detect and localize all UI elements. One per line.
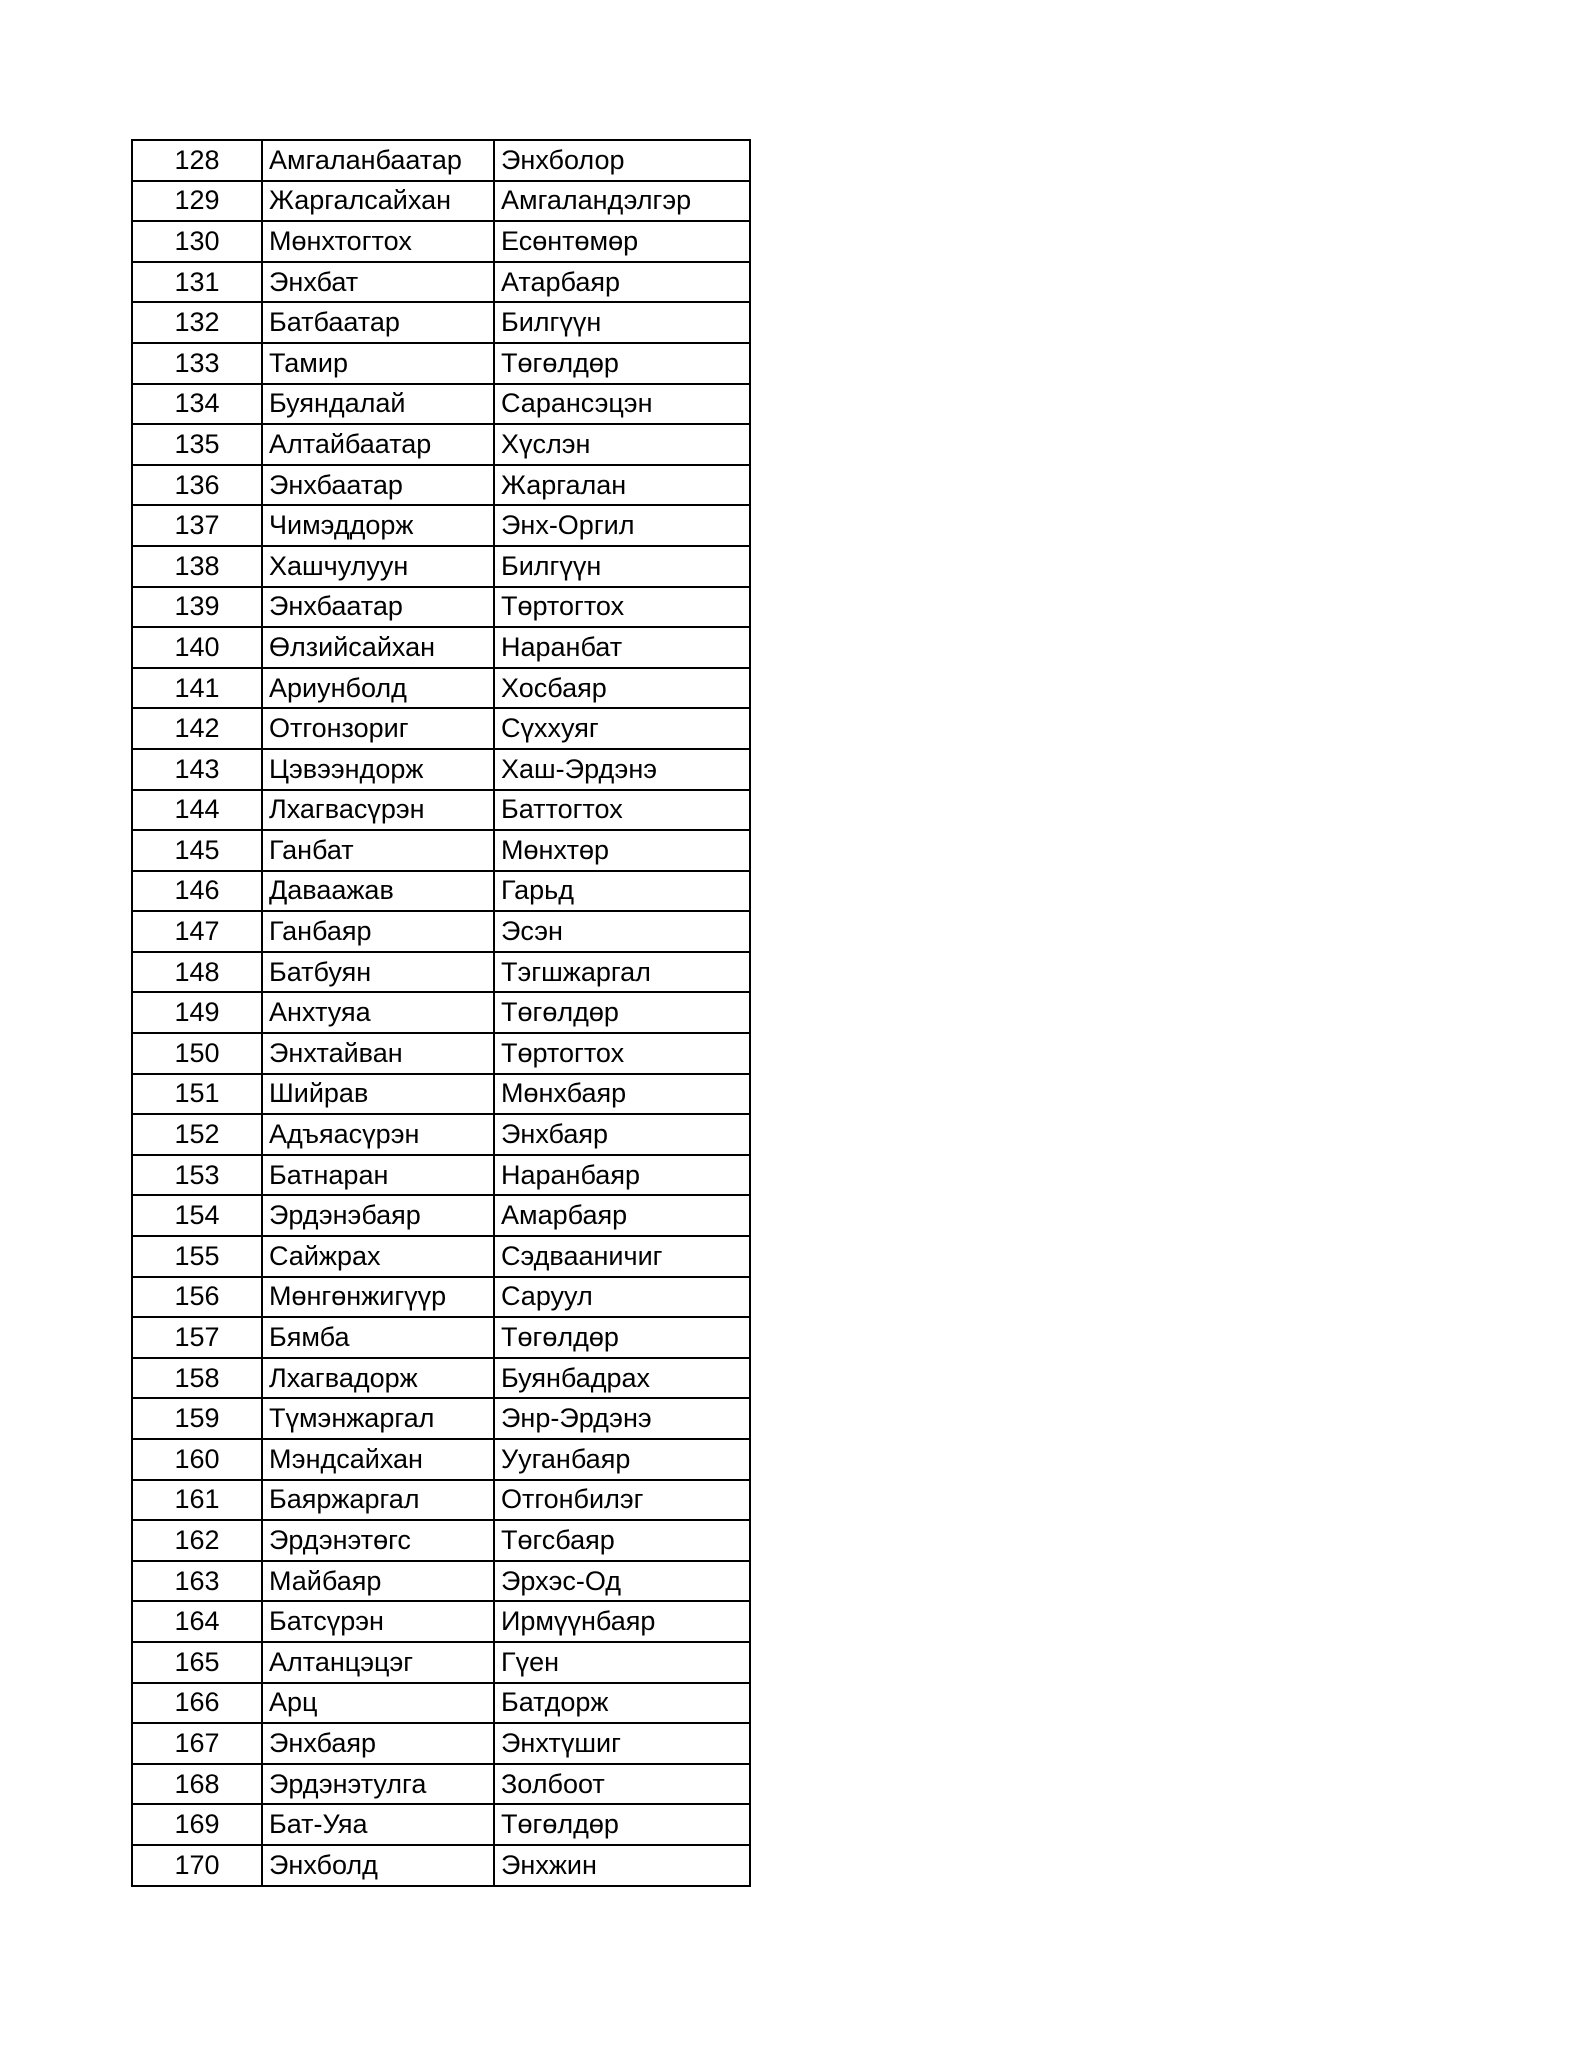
second-name-cell: Төгөлдөр bbox=[494, 343, 750, 384]
second-name-cell: Энхболор bbox=[494, 140, 750, 181]
row-number-cell: 136 bbox=[132, 465, 262, 506]
row-number-cell: 162 bbox=[132, 1520, 262, 1561]
first-name-cell: Чимэддорж bbox=[262, 505, 494, 546]
first-name-cell: Ганбаяр bbox=[262, 911, 494, 952]
first-name-cell: Арц bbox=[262, 1683, 494, 1724]
row-number-cell: 168 bbox=[132, 1764, 262, 1805]
first-name-cell: Сайжрах bbox=[262, 1236, 494, 1277]
second-name-cell: Мөнхтөр bbox=[494, 830, 750, 871]
second-name-cell: Төгөлдөр bbox=[494, 992, 750, 1033]
second-name-cell: Гүен bbox=[494, 1642, 750, 1683]
table-row bbox=[132, 1804, 750, 1845]
row-number-cell: 156 bbox=[132, 1277, 262, 1318]
second-name-cell: Хаш-Эрдэнэ bbox=[494, 749, 750, 790]
row-number-cell: 165 bbox=[132, 1642, 262, 1683]
row-number-cell: 129 bbox=[132, 181, 262, 222]
table-row bbox=[132, 790, 750, 831]
first-name-cell: Эрдэнэтөгс bbox=[262, 1520, 494, 1561]
row-number-cell: 150 bbox=[132, 1033, 262, 1074]
first-name-cell: Жаргалсайхан bbox=[262, 181, 494, 222]
table-row bbox=[132, 1277, 750, 1318]
first-name-cell: Шийрав bbox=[262, 1074, 494, 1115]
second-name-cell: Төртогтох bbox=[494, 1033, 750, 1074]
row-number-cell: 128 bbox=[132, 140, 262, 181]
first-name-cell: Отгонзориг bbox=[262, 708, 494, 749]
row-number-cell: 138 bbox=[132, 546, 262, 587]
row-number-cell: 151 bbox=[132, 1074, 262, 1115]
first-name-cell: Алтайбаатар bbox=[262, 424, 494, 465]
row-number-cell: 137 bbox=[132, 505, 262, 546]
first-name-cell: Цэвээндорж bbox=[262, 749, 494, 790]
row-number-cell: 142 bbox=[132, 708, 262, 749]
row-number-cell: 133 bbox=[132, 343, 262, 384]
second-name-cell: Сэдвааничиг bbox=[494, 1236, 750, 1277]
second-name-cell: Сарансэцэн bbox=[494, 384, 750, 425]
table-row bbox=[132, 343, 750, 384]
first-name-cell: Буяндалай bbox=[262, 384, 494, 425]
table-row bbox=[132, 587, 750, 628]
row-number-cell: 135 bbox=[132, 424, 262, 465]
first-name-cell: Бат-Уяа bbox=[262, 1804, 494, 1845]
first-name-cell: Энхбат bbox=[262, 262, 494, 303]
table-row bbox=[132, 1845, 750, 1886]
first-name-cell: Алтанцэцэг bbox=[262, 1642, 494, 1683]
second-name-cell: Амгаландэлгэр bbox=[494, 181, 750, 222]
second-name-cell: Төгөлдөр bbox=[494, 1804, 750, 1845]
second-name-cell: Отгонбилэг bbox=[494, 1480, 750, 1521]
table-row bbox=[132, 140, 750, 181]
row-number-cell: 149 bbox=[132, 992, 262, 1033]
first-name-cell: Өлзийсайхан bbox=[262, 627, 494, 668]
second-name-cell: Наранбаяр bbox=[494, 1155, 750, 1196]
first-name-cell: Амгаланбаатар bbox=[262, 140, 494, 181]
name-table-body bbox=[132, 140, 750, 1886]
row-number-cell: 161 bbox=[132, 1480, 262, 1521]
table-row bbox=[132, 1561, 750, 1602]
table-row bbox=[132, 505, 750, 546]
row-number-cell: 148 bbox=[132, 952, 262, 993]
table-row bbox=[132, 1195, 750, 1236]
table-row bbox=[132, 1317, 750, 1358]
second-name-cell: Эрхэс-Од bbox=[494, 1561, 750, 1602]
name-table bbox=[131, 139, 751, 1887]
row-number-cell: 146 bbox=[132, 871, 262, 912]
first-name-cell: Даваажав bbox=[262, 871, 494, 912]
table-row bbox=[132, 221, 750, 262]
first-name-cell: Ганбат bbox=[262, 830, 494, 871]
row-number-cell: 153 bbox=[132, 1155, 262, 1196]
row-number-cell: 152 bbox=[132, 1114, 262, 1155]
second-name-cell: Тэгшжаргал bbox=[494, 952, 750, 993]
row-number-cell: 158 bbox=[132, 1358, 262, 1399]
second-name-cell: Төгсбаяр bbox=[494, 1520, 750, 1561]
row-number-cell: 166 bbox=[132, 1683, 262, 1724]
first-name-cell: Түмэнжаргал bbox=[262, 1398, 494, 1439]
table-row bbox=[132, 181, 750, 222]
first-name-cell: Энхболд bbox=[262, 1845, 494, 1886]
second-name-cell: Батдорж bbox=[494, 1683, 750, 1724]
table-row bbox=[132, 1155, 750, 1196]
row-number-cell: 159 bbox=[132, 1398, 262, 1439]
table-row bbox=[132, 1236, 750, 1277]
second-name-cell: Энхтүшиг bbox=[494, 1723, 750, 1764]
first-name-cell: Хашчулуун bbox=[262, 546, 494, 587]
row-number-cell: 130 bbox=[132, 221, 262, 262]
first-name-cell: Бямба bbox=[262, 1317, 494, 1358]
row-number-cell: 145 bbox=[132, 830, 262, 871]
table-row bbox=[132, 465, 750, 506]
table-row bbox=[132, 911, 750, 952]
first-name-cell: Мэндсайхан bbox=[262, 1439, 494, 1480]
row-number-cell: 164 bbox=[132, 1601, 262, 1642]
table-row bbox=[132, 708, 750, 749]
table-row bbox=[132, 1601, 750, 1642]
table-row bbox=[132, 749, 750, 790]
second-name-cell: Энх-Оргил bbox=[494, 505, 750, 546]
row-number-cell: 160 bbox=[132, 1439, 262, 1480]
first-name-cell: Мөнгөнжигүүр bbox=[262, 1277, 494, 1318]
first-name-cell: Батсүрэн bbox=[262, 1601, 494, 1642]
second-name-cell: Төртогтох bbox=[494, 587, 750, 628]
second-name-cell: Ирмүүнбаяр bbox=[494, 1601, 750, 1642]
row-number-cell: 154 bbox=[132, 1195, 262, 1236]
row-number-cell: 141 bbox=[132, 668, 262, 709]
first-name-cell: Эрдэнэтулга bbox=[262, 1764, 494, 1805]
first-name-cell: Адъяасүрэн bbox=[262, 1114, 494, 1155]
second-name-cell: Амарбаяр bbox=[494, 1195, 750, 1236]
table-row bbox=[132, 1764, 750, 1805]
second-name-cell: Сүххуяг bbox=[494, 708, 750, 749]
name-list-sheet bbox=[131, 139, 751, 1887]
first-name-cell: Лхагвадорж bbox=[262, 1358, 494, 1399]
table-row bbox=[132, 262, 750, 303]
table-row bbox=[132, 1114, 750, 1155]
second-name-cell: Атарбаяр bbox=[494, 262, 750, 303]
table-row bbox=[132, 992, 750, 1033]
second-name-cell: Энр-Эрдэнэ bbox=[494, 1398, 750, 1439]
first-name-cell: Тамир bbox=[262, 343, 494, 384]
second-name-cell: Саруул bbox=[494, 1277, 750, 1318]
first-name-cell: Энхтайван bbox=[262, 1033, 494, 1074]
row-number-cell: 143 bbox=[132, 749, 262, 790]
second-name-cell: Төгөлдөр bbox=[494, 1317, 750, 1358]
first-name-cell: Батбаатар bbox=[262, 302, 494, 343]
second-name-cell: Энхбаяр bbox=[494, 1114, 750, 1155]
table-row bbox=[132, 1074, 750, 1115]
second-name-cell: Гарьд bbox=[494, 871, 750, 912]
second-name-cell: Жаргалан bbox=[494, 465, 750, 506]
row-number-cell: 170 bbox=[132, 1845, 262, 1886]
first-name-cell: Батнаран bbox=[262, 1155, 494, 1196]
second-name-cell: Мөнхбаяр bbox=[494, 1074, 750, 1115]
table-row bbox=[132, 627, 750, 668]
first-name-cell: Эрдэнэбаяр bbox=[262, 1195, 494, 1236]
second-name-cell: Хосбаяр bbox=[494, 668, 750, 709]
table-row bbox=[132, 1439, 750, 1480]
row-number-cell: 155 bbox=[132, 1236, 262, 1277]
table-row bbox=[132, 1683, 750, 1724]
second-name-cell: Есөнтөмөр bbox=[494, 221, 750, 262]
first-name-cell: Энхбаяр bbox=[262, 1723, 494, 1764]
row-number-cell: 163 bbox=[132, 1561, 262, 1602]
table-row bbox=[132, 1642, 750, 1683]
table-row bbox=[132, 302, 750, 343]
second-name-cell: Билгүүн bbox=[494, 546, 750, 587]
table-row bbox=[132, 1520, 750, 1561]
table-row bbox=[132, 1398, 750, 1439]
second-name-cell: Ууганбаяр bbox=[494, 1439, 750, 1480]
row-number-cell: 140 bbox=[132, 627, 262, 668]
table-row bbox=[132, 1480, 750, 1521]
second-name-cell: Золбоот bbox=[494, 1764, 750, 1805]
row-number-cell: 134 bbox=[132, 384, 262, 425]
table-row bbox=[132, 384, 750, 425]
first-name-cell: Баяржаргал bbox=[262, 1480, 494, 1521]
table-row bbox=[132, 546, 750, 587]
first-name-cell: Ариунболд bbox=[262, 668, 494, 709]
first-name-cell: Мөнхтогтох bbox=[262, 221, 494, 262]
second-name-cell: Эсэн bbox=[494, 911, 750, 952]
row-number-cell: 144 bbox=[132, 790, 262, 831]
row-number-cell: 147 bbox=[132, 911, 262, 952]
first-name-cell: Анхтуяа bbox=[262, 992, 494, 1033]
row-number-cell: 131 bbox=[132, 262, 262, 303]
table-row bbox=[132, 830, 750, 871]
second-name-cell: Баттогтох bbox=[494, 790, 750, 831]
row-number-cell: 139 bbox=[132, 587, 262, 628]
row-number-cell: 132 bbox=[132, 302, 262, 343]
table-row bbox=[132, 1358, 750, 1399]
table-row bbox=[132, 1033, 750, 1074]
second-name-cell: Хүслэн bbox=[494, 424, 750, 465]
second-name-cell: Билгүүн bbox=[494, 302, 750, 343]
first-name-cell: Лхагвасүрэн bbox=[262, 790, 494, 831]
first-name-cell: Майбаяр bbox=[262, 1561, 494, 1602]
table-row bbox=[132, 668, 750, 709]
row-number-cell: 167 bbox=[132, 1723, 262, 1764]
second-name-cell: Наранбат bbox=[494, 627, 750, 668]
row-number-cell: 169 bbox=[132, 1804, 262, 1845]
row-number-cell: 157 bbox=[132, 1317, 262, 1358]
second-name-cell: Энхжин bbox=[494, 1845, 750, 1886]
table-row bbox=[132, 424, 750, 465]
first-name-cell: Батбуян bbox=[262, 952, 494, 993]
first-name-cell: Энхбаатар bbox=[262, 465, 494, 506]
second-name-cell: Буянбадрах bbox=[494, 1358, 750, 1399]
table-row bbox=[132, 871, 750, 912]
table-row bbox=[132, 952, 750, 993]
table-row bbox=[132, 1723, 750, 1764]
first-name-cell: Энхбаатар bbox=[262, 587, 494, 628]
